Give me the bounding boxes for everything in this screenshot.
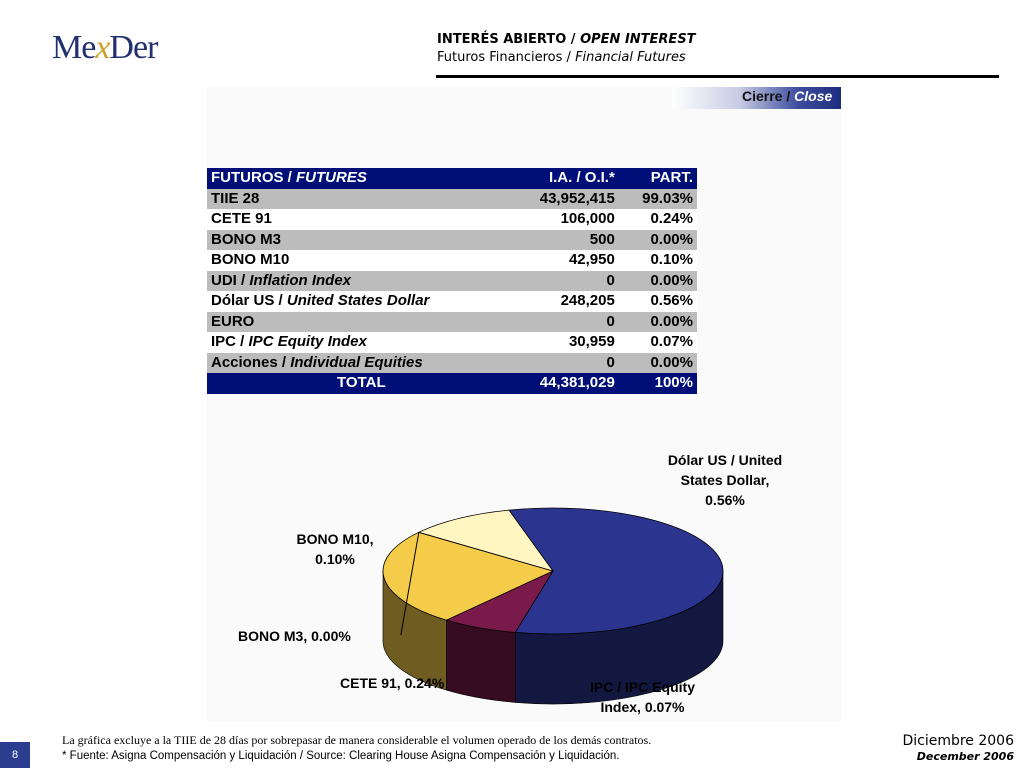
chart-note: La gráfica excluye a la TIIE de 28 días por sobrepasar de manera considerable el volumen operado de los demás contratos. <box>62 733 652 747</box>
row-part: 0.24% <box>619 209 697 230</box>
label-bono-m3: BONO M3, 0.00% <box>238 628 351 644</box>
row-oi: 0 <box>516 312 619 333</box>
row-name: CETE 91 <box>207 209 516 230</box>
row-part: 0.07% <box>619 332 697 353</box>
row-oi: 42,950 <box>516 250 619 271</box>
row-part: 0.00% <box>619 230 697 251</box>
row-part: 0.56% <box>619 291 697 312</box>
table-row <box>207 312 697 333</box>
total-part: 100% <box>619 373 697 394</box>
table-row <box>207 209 697 230</box>
table-total-row <box>207 373 697 394</box>
header-futures: FUTUROS / FUTURES <box>207 168 516 189</box>
row-part: 0.00% <box>619 353 697 374</box>
row-oi: 0 <box>516 271 619 292</box>
label-dolar-line2: States Dollar, <box>680 472 770 488</box>
header-rule <box>436 75 999 78</box>
table-row <box>207 189 697 210</box>
close-label: Cierre / Close <box>742 88 833 104</box>
total-label: TOTAL <box>207 373 516 394</box>
row-name: UDI / Inflation Index <box>207 271 516 292</box>
date-es: Diciembre 2006 <box>902 733 1014 749</box>
page-number: 8 <box>0 742 30 768</box>
row-oi: 248,205 <box>516 291 619 312</box>
header-oi: I.A. / O.I.* <box>516 168 619 189</box>
label-dolar <box>655 450 795 510</box>
header-part: PART. <box>619 168 697 189</box>
label-bono-m10 <box>285 529 385 569</box>
label-ipc-line2: Index, 0.07% <box>600 699 685 715</box>
row-part: 99.03% <box>619 189 697 210</box>
row-name: Acciones / Individual Equities <box>207 353 516 374</box>
label-dolar-line1: Dólar US / United <box>667 452 783 468</box>
label-cete-91: CETE 91, 0.24% <box>340 675 445 691</box>
row-part: 0.10% <box>619 250 697 271</box>
table-header <box>207 168 697 189</box>
label-ipc-line1: IPC / IPC Equity <box>589 679 695 695</box>
row-part: 0.00% <box>619 312 697 333</box>
table-row <box>207 353 697 374</box>
total-oi: 44,381,029 <box>516 373 619 394</box>
row-part: 0.00% <box>619 271 697 292</box>
table-row <box>207 291 697 312</box>
row-name: IPC / IPC Equity Index <box>207 332 516 353</box>
row-name: TIIE 28 <box>207 189 516 210</box>
label-bono-m10-line2: 0.10% <box>315 551 355 567</box>
page-header <box>437 31 696 67</box>
mexder-logo: MexDer <box>52 29 158 66</box>
row-oi: 500 <box>516 230 619 251</box>
report-date <box>902 733 1014 763</box>
label-dolar-line3: 0.56% <box>705 492 745 508</box>
row-oi: 43,952,415 <box>516 189 619 210</box>
page-subtitle: Futuros Financieros / Financial Futures <box>437 50 686 65</box>
open-interest-table <box>207 168 697 394</box>
row-oi: 0 <box>516 353 619 374</box>
page-title: INTERÉS ABIERTO / OPEN INTEREST <box>437 32 696 47</box>
label-ipc <box>575 677 710 717</box>
row-oi: 106,000 <box>516 209 619 230</box>
table-row <box>207 271 697 292</box>
table-row <box>207 230 697 251</box>
table-row <box>207 332 697 353</box>
row-oi: 30,959 <box>516 332 619 353</box>
date-en: December 2006 <box>916 750 1014 763</box>
row-name: BONO M3 <box>207 230 516 251</box>
row-name: EURO <box>207 312 516 333</box>
table-row <box>207 250 697 271</box>
row-name: Dólar US / United States Dollar <box>207 291 516 312</box>
label-bono-m10-line1: BONO M10, <box>296 531 374 547</box>
row-name: BONO M10 <box>207 250 516 271</box>
source-note: * Fuente: Asigna Compensación y Liquidación / Source: Clearing House Asigna Compensación y Liquidación. <box>62 750 620 762</box>
